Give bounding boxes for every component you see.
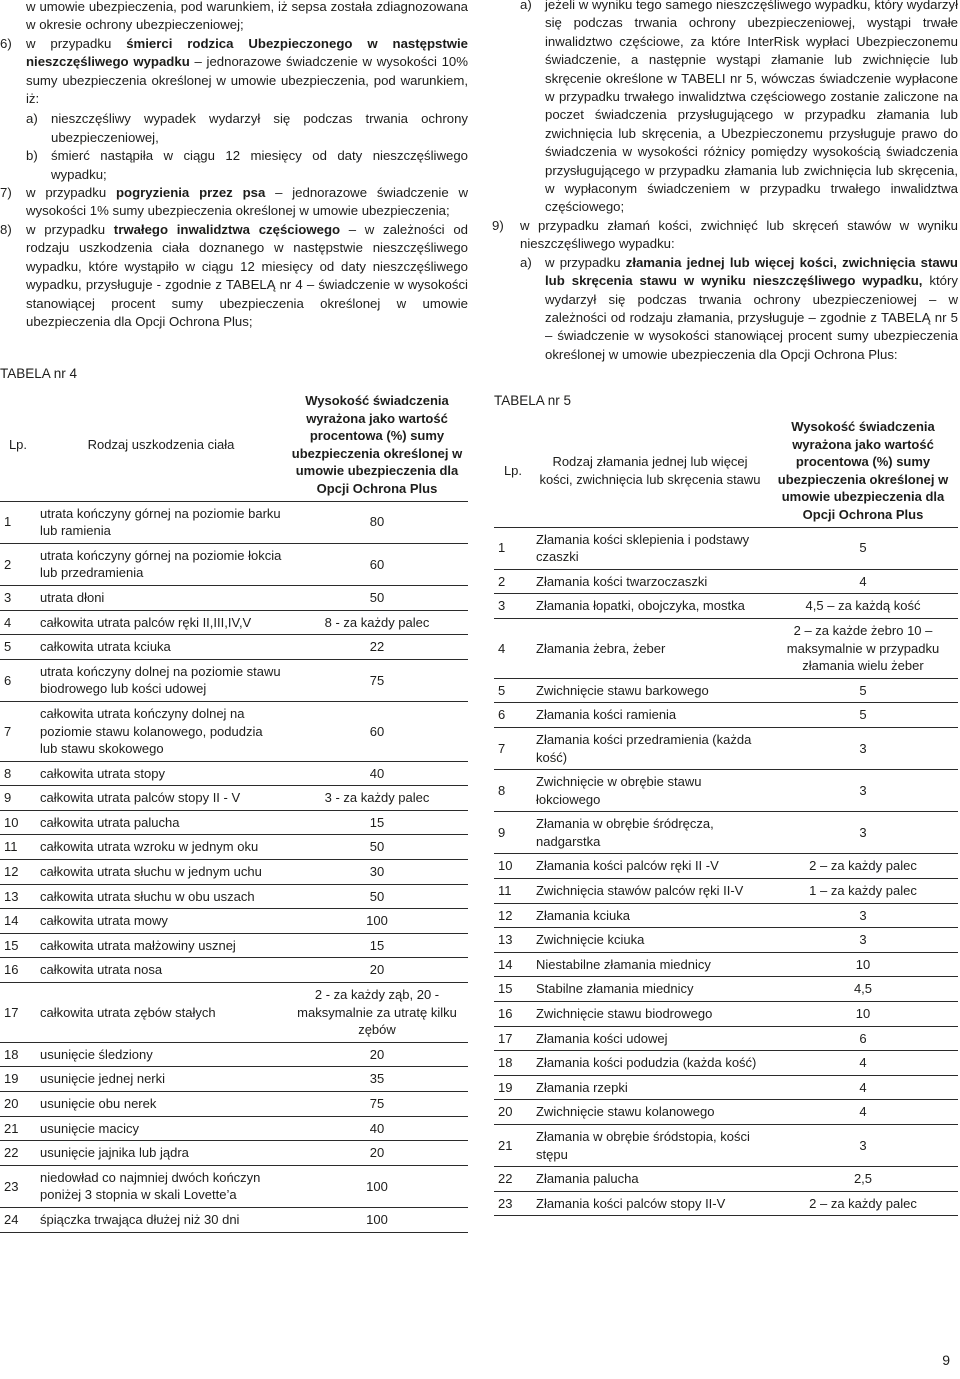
cell-kind: Złamania kości udowej bbox=[532, 1026, 768, 1051]
item-number: 7) bbox=[0, 185, 12, 201]
cell-lp: 16 bbox=[0, 958, 36, 983]
table-row bbox=[494, 1026, 958, 1051]
cell-kind: całkowita utrata nosa bbox=[36, 958, 286, 983]
table-row bbox=[494, 770, 958, 812]
cell-lp: 1 bbox=[0, 501, 36, 543]
item-number: 6) bbox=[0, 35, 12, 51]
cell-value: 100 bbox=[286, 909, 468, 934]
cell-lp: 18 bbox=[494, 1051, 532, 1076]
table-row bbox=[494, 569, 958, 594]
item-text: w przypadku bbox=[26, 35, 127, 51]
cell-lp: 10 bbox=[494, 854, 532, 879]
cell-value: 5 bbox=[768, 527, 958, 569]
table-row bbox=[494, 928, 958, 953]
cell-kind: utrata dłoni bbox=[36, 585, 286, 610]
cell-kind: utrata kończyny dolnej na poziomie stawu biodrowego lub kości udowej bbox=[36, 659, 286, 701]
cell-kind: utrata kończyny górnej na poziomie barku lub ramienia bbox=[36, 501, 286, 543]
cell-lp: 12 bbox=[0, 860, 36, 885]
sub-item-a-continued bbox=[520, 0, 958, 217]
cell-value: 50 bbox=[286, 835, 468, 860]
table-row bbox=[494, 1075, 958, 1100]
cell-value: 4 bbox=[768, 1075, 958, 1100]
cell-value: 4 bbox=[768, 1051, 958, 1076]
cell-kind: Złamania w obrębie śródręcza, nadgarstka bbox=[532, 812, 768, 854]
table-row bbox=[0, 786, 468, 811]
cell-lp: 19 bbox=[494, 1075, 532, 1100]
cell-kind: Złamania kości ramienia bbox=[532, 703, 768, 728]
cell-kind: usunięcie obu nerek bbox=[36, 1092, 286, 1117]
table4-header-kind: Rodzaj uszkodzenia ciała bbox=[36, 386, 286, 501]
table-row bbox=[0, 1042, 468, 1067]
cell-value: 75 bbox=[286, 1092, 468, 1117]
page-number: 9 bbox=[942, 1351, 950, 1368]
table-row bbox=[494, 727, 958, 769]
table5-header-kind: Rodzaj złamania jednej lub więcej kości, zwichnięcia lub skręcenia stawu bbox=[532, 412, 768, 527]
cell-kind: Zwichnięcie kciuka bbox=[532, 928, 768, 953]
table-row bbox=[0, 701, 468, 761]
cell-lp: 6 bbox=[494, 703, 532, 728]
item-bold-text: trwałego inwalidztwa częściowego bbox=[113, 221, 341, 237]
cell-value: 35 bbox=[286, 1067, 468, 1092]
cell-kind: Złamania w obrębie śródstopia, kości stępu bbox=[532, 1125, 768, 1167]
table-row bbox=[0, 610, 468, 635]
list-item-7 bbox=[0, 184, 468, 221]
cell-value: 3 bbox=[768, 770, 958, 812]
cell-lp: 14 bbox=[0, 909, 36, 934]
cell-lp: 9 bbox=[494, 812, 532, 854]
cell-value: 60 bbox=[286, 543, 468, 585]
table-row bbox=[494, 1002, 958, 1027]
cell-kind: całkowita utrata kciuka bbox=[36, 635, 286, 660]
table5-header-row bbox=[494, 412, 958, 527]
item-bold-text: śmierci rodzica Ubezpieczonego w następstwie nieszczęśliwego wypadku bbox=[26, 35, 468, 70]
cell-value: 5 bbox=[768, 703, 958, 728]
sub-item-text: jeżeli w wyniku tego samego nieszczęśliwego wypadku, który wydarzył się podczas trwania ochrony ubezpieczeniowej, wystąpi trwałe inwalidztwo częściowe, za które InterRisk wypłaci Ubezpieczonemu świadczenie, a następnie wystąpi złamanie lub zwichnięcie lub skręcenie określone w TABELI nr 5, wówczas świadczenie wypłacone w przypadku trwałego inwalidztwa częściowego zostanie zaliczone na poczet świadczenia przysługującego w przypadku złamania lub zwichnięcia lub skręcenia, a Ubezpieczonemu przysługuje prawo do świadczenia w wysokości różnicy pomiędzy wysokością świadczenia przysługującego w przypadku złamania lub zwichnięcia lub skręcenia, w wypłaconym świadczeniem w przypadku trwałego inwalidztwa częściowego; bbox=[545, 0, 958, 215]
list-item-8 bbox=[0, 221, 468, 331]
cell-kind: całkowita utrata kończyny dolnej na poziomie stawu kolanowego, podudzia lub stawu skokowego bbox=[36, 701, 286, 761]
cell-kind: Złamania żebra, żeber bbox=[532, 618, 768, 678]
item-text: w przypadku złamań kości, zwichnięć lub skręceń stawów w wyniku nieszczęśliwego wypadku: bbox=[520, 217, 958, 252]
cell-kind: niedowład co najmniej dwóch kończyn poniżej 3 stopnia w skali Lovette’a bbox=[36, 1165, 286, 1207]
cell-value: 100 bbox=[286, 1165, 468, 1207]
cell-value: 3 bbox=[768, 812, 958, 854]
left-column bbox=[0, 0, 468, 331]
cell-kind: usunięcie jednej nerki bbox=[36, 1067, 286, 1092]
cell-lp: 13 bbox=[0, 884, 36, 909]
cell-kind: Stabilne złamania miednicy bbox=[532, 977, 768, 1002]
cell-kind: całkowita utrata zębów stałych bbox=[36, 983, 286, 1043]
cell-value: 2 – za każdy palec bbox=[768, 854, 958, 879]
cell-lp: 24 bbox=[0, 1207, 36, 1232]
table4 bbox=[0, 386, 468, 1233]
cell-kind: Zwichnięcia stawów palców ręki II-V bbox=[532, 879, 768, 904]
cell-value: 15 bbox=[286, 933, 468, 958]
table-row bbox=[0, 933, 468, 958]
table-row bbox=[0, 810, 468, 835]
cell-value: 20 bbox=[286, 1141, 468, 1166]
sub-item-a bbox=[520, 254, 958, 364]
cell-value: 2 - za każdy ząb, 20 - maksymalnie za utratę kilku zębów bbox=[286, 983, 468, 1043]
cell-value: 22 bbox=[286, 635, 468, 660]
item-bold-text: pogryzienia przez psa bbox=[115, 185, 266, 201]
cell-value: 3 - za każdy palec bbox=[286, 786, 468, 811]
cell-lp: 21 bbox=[0, 1116, 36, 1141]
cell-kind: utrata kończyny górnej na poziomie łokcia lub przedramienia bbox=[36, 543, 286, 585]
item-text: – w zależności od rodzaju uszkodzenia ciała doznanego w następstwie nieszczęśliwego wypadku, które wystąpiło w ciągu 12 miesięcy od daty nieszczęśliwego wypadku, przysługuje - zgodnie z TABELĄ nr 4 – świadczenie w wysokości stanowiącej procent sumy ubezpieczenia określonej w umowie ubezpieczenia dla Opcji Ochrona Plus; bbox=[26, 221, 468, 329]
cell-kind: całkowita utrata słuchu w jednym uchu bbox=[36, 860, 286, 885]
table-row bbox=[0, 635, 468, 660]
item-number: 9) bbox=[492, 217, 504, 233]
table-row bbox=[494, 1100, 958, 1125]
paragraph-continuation: w umowie ubezpieczenia, pod warunkiem, iż sepsa została zdiagnozowana w okresie ochrony ubezpieczeniowej; bbox=[26, 0, 468, 33]
cell-lp: 23 bbox=[0, 1165, 36, 1207]
item-text: – jednorazowe świadczenie w wysokości 1% sumy ubezpieczenia określonej w umowie ubezpieczenia; bbox=[26, 185, 468, 219]
cell-kind: usunięcie jajnika lub jądra bbox=[36, 1141, 286, 1166]
cell-value: 1 – za każdy palec bbox=[768, 879, 958, 904]
cell-value: 2,5 bbox=[768, 1167, 958, 1192]
table-row bbox=[494, 1125, 958, 1167]
cell-value: 8 - za każdy palec bbox=[286, 610, 468, 635]
cell-value: 15 bbox=[286, 810, 468, 835]
cell-lp: 5 bbox=[0, 635, 36, 660]
cell-lp: 7 bbox=[0, 701, 36, 761]
item-text: w przypadku bbox=[545, 254, 626, 270]
cell-kind: Niestabilne złamania miednicy bbox=[532, 952, 768, 977]
table4-title: TABELA nr 4 bbox=[0, 366, 78, 381]
table-row bbox=[0, 585, 468, 610]
cell-value: 2 – za każdy palec bbox=[768, 1191, 958, 1216]
table-row bbox=[0, 1207, 468, 1232]
cell-lp: 2 bbox=[494, 569, 532, 594]
item-number: 8) bbox=[0, 221, 12, 237]
cell-kind: całkowita utrata mowy bbox=[36, 909, 286, 934]
cell-lp: 15 bbox=[494, 977, 532, 1002]
cell-value: 20 bbox=[286, 958, 468, 983]
cell-lp: 22 bbox=[0, 1141, 36, 1166]
cell-value: 40 bbox=[286, 761, 468, 786]
table-row bbox=[494, 812, 958, 854]
cell-kind: całkowita utrata małżowiny usznej bbox=[36, 933, 286, 958]
item-text: który wydarzył się podczas trwania ochrony ubezpieczeniowej – w zależności od rodzaju złamania, przysługuje – zgodnie z TABELĄ nr 5 – świadczenie w wysokości stanowiącej procent sumy ubezpieczenia określonej w umowie ubezpieczenia dla Opcji Ochrona Plus: bbox=[545, 273, 958, 362]
table-row bbox=[0, 983, 468, 1043]
table-row bbox=[494, 854, 958, 879]
sub-item-marker: a) bbox=[520, 0, 532, 12]
table-row bbox=[494, 1191, 958, 1216]
right-column bbox=[492, 0, 958, 364]
cell-value: 40 bbox=[286, 1116, 468, 1141]
cell-lp: 21 bbox=[494, 1125, 532, 1167]
cell-lp: 4 bbox=[0, 610, 36, 635]
table-row bbox=[494, 594, 958, 619]
cell-value: 4,5 bbox=[768, 977, 958, 1002]
table5-title: TABELA nr 5 bbox=[494, 393, 572, 408]
cell-lp: 4 bbox=[494, 618, 532, 678]
cell-kind: Złamania palucha bbox=[532, 1167, 768, 1192]
table-row bbox=[494, 1051, 958, 1076]
table-row bbox=[0, 860, 468, 885]
cell-value: 4,5 – za każdą kość bbox=[768, 594, 958, 619]
cell-value: 5 bbox=[768, 678, 958, 703]
table-row bbox=[0, 1165, 468, 1207]
cell-value: 2 – za każde żebro 10 – maksymalnie w przypadku złamania wielu żeber bbox=[768, 618, 958, 678]
cell-value: 30 bbox=[286, 860, 468, 885]
cell-value: 3 bbox=[768, 928, 958, 953]
table5-header-lp: Lp. bbox=[494, 412, 532, 527]
sub-item-marker: b) bbox=[26, 148, 38, 164]
item-bold-text: złamania jednej lub więcej kości, zwichnięcia stawu lub skręcenia stawu w wyniku nieszczęśliwego wypadku, bbox=[545, 254, 958, 289]
cell-lp: 6 bbox=[0, 659, 36, 701]
cell-lp: 15 bbox=[0, 933, 36, 958]
cell-kind: Zwichnięcie stawu barkowego bbox=[532, 678, 768, 703]
table-row bbox=[494, 879, 958, 904]
cell-lp: 3 bbox=[0, 585, 36, 610]
table5 bbox=[494, 412, 958, 1216]
cell-lp: 3 bbox=[494, 594, 532, 619]
table4-header-row bbox=[0, 386, 468, 501]
cell-value: 50 bbox=[286, 884, 468, 909]
table-row bbox=[0, 835, 468, 860]
table-row bbox=[0, 1067, 468, 1092]
table-row bbox=[0, 884, 468, 909]
cell-kind: Złamania rzepki bbox=[532, 1075, 768, 1100]
cell-lp: 20 bbox=[0, 1092, 36, 1117]
cell-value: 3 bbox=[768, 903, 958, 928]
table-row bbox=[0, 1141, 468, 1166]
table-row bbox=[494, 977, 958, 1002]
cell-lp: 17 bbox=[0, 983, 36, 1043]
cell-value: 100 bbox=[286, 1207, 468, 1232]
cell-lp: 7 bbox=[494, 727, 532, 769]
cell-value: 4 bbox=[768, 569, 958, 594]
cell-lp: 17 bbox=[494, 1026, 532, 1051]
cell-lp: 14 bbox=[494, 952, 532, 977]
cell-lp: 18 bbox=[0, 1042, 36, 1067]
cell-kind: całkowita utrata palców ręki II,III,IV,V bbox=[36, 610, 286, 635]
cell-value: 20 bbox=[286, 1042, 468, 1067]
cell-kind: Złamania kości przedramienia (każda kość) bbox=[532, 727, 768, 769]
cell-kind: śpiączka trwająca dłużej niż 30 dni bbox=[36, 1207, 286, 1232]
cell-kind: Złamania kości palców ręki II -V bbox=[532, 854, 768, 879]
cell-value: 6 bbox=[768, 1026, 958, 1051]
cell-lp: 8 bbox=[494, 770, 532, 812]
cell-value: 80 bbox=[286, 501, 468, 543]
cell-kind: całkowita utrata palucha bbox=[36, 810, 286, 835]
item-text: – jednorazowe świadczenie w wysokości 10% sumy ubezpieczenia określonej w umowie ubezpieczenia, pod warunkiem, iż: bbox=[26, 54, 468, 107]
cell-value: 3 bbox=[768, 727, 958, 769]
cell-value: 3 bbox=[768, 1125, 958, 1167]
sub-item-marker: a) bbox=[520, 254, 532, 270]
table4-header-lp: Lp. bbox=[0, 386, 36, 501]
cell-lp: 23 bbox=[494, 1191, 532, 1216]
cell-lp: 19 bbox=[0, 1067, 36, 1092]
cell-kind: Złamania kości palców stopy II-V bbox=[532, 1191, 768, 1216]
cell-lp: 5 bbox=[494, 678, 532, 703]
cell-value: 60 bbox=[286, 701, 468, 761]
table-row bbox=[494, 1167, 958, 1192]
cell-kind: Złamania kości twarzoczaszki bbox=[532, 569, 768, 594]
table4-header-value: Wysokość świadczenia wyrażona jako wartość procentowa (%) sumy ubezpieczenia określonej w umowie ubezpieczenia dla Opcji Ochrona Plus bbox=[286, 386, 468, 501]
cell-value: 50 bbox=[286, 585, 468, 610]
cell-kind: Zwichnięcie stawu biodrowego bbox=[532, 1002, 768, 1027]
table5-header-value: Wysokość świadczenia wyrażona jako wartość procentowa (%) sumy ubezpieczenia określonej w umowie ubezpieczenia dla Opcji Ochrona Plus bbox=[768, 412, 958, 527]
cell-lp: 8 bbox=[0, 761, 36, 786]
cell-kind: Zwichnięcie stawu kolanowego bbox=[532, 1100, 768, 1125]
cell-lp: 1 bbox=[494, 527, 532, 569]
table-row bbox=[494, 618, 958, 678]
cell-lp: 10 bbox=[0, 810, 36, 835]
cell-lp: 13 bbox=[494, 928, 532, 953]
table-row bbox=[0, 909, 468, 934]
sub-item-text: nieszczęśliwy wypadek wydarzył się podczas trwania ochrony ubezpieczeniowej, bbox=[51, 111, 468, 145]
cell-value: 10 bbox=[768, 1002, 958, 1027]
table-row bbox=[0, 958, 468, 983]
table-row bbox=[0, 1116, 468, 1141]
cell-lp: 12 bbox=[494, 903, 532, 928]
cell-lp: 22 bbox=[494, 1167, 532, 1192]
cell-kind: całkowita utrata wzroku w jednym oku bbox=[36, 835, 286, 860]
table-row bbox=[0, 543, 468, 585]
cell-kind: całkowita utrata słuchu w obu uszach bbox=[36, 884, 286, 909]
cell-kind: usunięcie macicy bbox=[36, 1116, 286, 1141]
table-row bbox=[0, 501, 468, 543]
cell-lp: 9 bbox=[0, 786, 36, 811]
cell-kind: Złamania łopatki, obojczyka, mostka bbox=[532, 594, 768, 619]
table-row bbox=[494, 703, 958, 728]
cell-lp: 16 bbox=[494, 1002, 532, 1027]
sub-item-b bbox=[26, 147, 468, 184]
item-text: w przypadku bbox=[26, 221, 114, 237]
cell-lp: 20 bbox=[494, 1100, 532, 1125]
list-item-9 bbox=[492, 217, 958, 364]
table-row bbox=[494, 903, 958, 928]
table-row bbox=[494, 952, 958, 977]
cell-lp: 11 bbox=[494, 879, 532, 904]
cell-lp: 11 bbox=[0, 835, 36, 860]
sub-item-marker: a) bbox=[26, 111, 38, 127]
cell-kind: całkowita utrata stopy bbox=[36, 761, 286, 786]
sub-item-text: śmierć nastąpiła w ciągu 12 miesięcy od daty nieszczęśliwego wypadku; bbox=[51, 148, 468, 182]
cell-kind: Złamania kciuka bbox=[532, 903, 768, 928]
cell-value: 75 bbox=[286, 659, 468, 701]
item-text: w przypadku bbox=[26, 185, 116, 201]
sub-item-a bbox=[26, 110, 468, 147]
table-row bbox=[0, 761, 468, 786]
cell-kind: Złamania kości sklepienia i podstawy czaszki bbox=[532, 527, 768, 569]
cell-kind: Zwichnięcie w obrębie stawu łokciowego bbox=[532, 770, 768, 812]
table-row bbox=[0, 1092, 468, 1117]
table-row bbox=[494, 678, 958, 703]
table-row bbox=[0, 659, 468, 701]
cell-value: 10 bbox=[768, 952, 958, 977]
list-item-6 bbox=[0, 35, 468, 184]
cell-kind: Złamania kości podudzia (każda kość) bbox=[532, 1051, 768, 1076]
cell-kind: usunięcie śledziony bbox=[36, 1042, 286, 1067]
cell-kind: całkowita utrata palców stopy II - V bbox=[36, 786, 286, 811]
cell-value: 4 bbox=[768, 1100, 958, 1125]
cell-lp: 2 bbox=[0, 543, 36, 585]
table-row bbox=[494, 527, 958, 569]
